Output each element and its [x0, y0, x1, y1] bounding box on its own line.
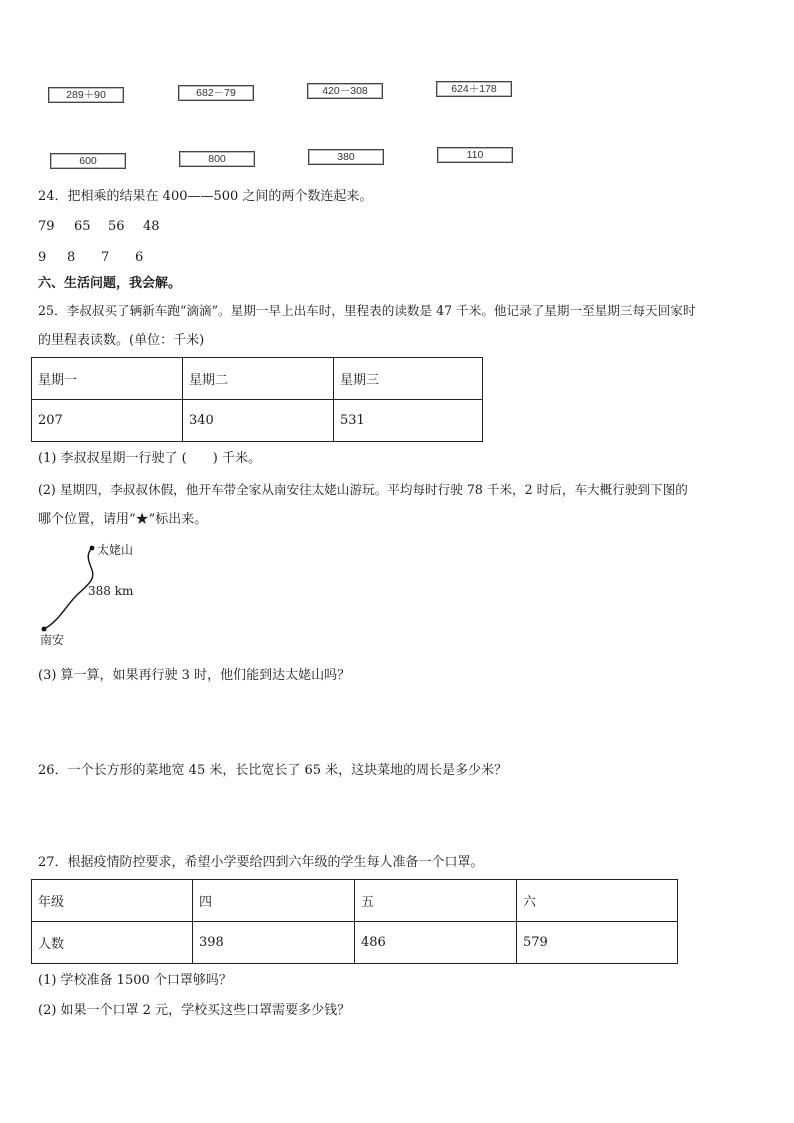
section-heading: 六、生活问题，我会解。: [38, 276, 182, 291]
table-header-cell: 年级: [32, 880, 193, 922]
expression-box-3: 420－308: [307, 83, 383, 99]
table-cell: 486: [355, 922, 517, 964]
route-path: [44, 548, 93, 629]
table-header-cell: 星期三: [334, 358, 483, 400]
question-27-sub1: (1) 学校准备 1500 个口罩够吗？: [38, 973, 232, 988]
q24-number-56: 56: [108, 219, 125, 234]
q24-number-48: 48: [143, 219, 160, 234]
grade-table: [31, 879, 678, 964]
question-25-sub1: (1) 李叔叔星期一行驶了 ( ) 千米。: [38, 451, 261, 466]
table-header-cell: 六: [517, 880, 678, 922]
question-25-line1: 25．李叔叔买了辆新车跑“滴滴”。星期一早上出车时，里程表的读数是 47 千米。他记录了星期一至星期三每天回家时: [38, 303, 696, 318]
q24-number-79: 79: [38, 219, 55, 234]
question-25-sub2-line2: 哪个位置，请用“★”标出来。: [38, 512, 208, 527]
q24-number-9: 9: [38, 250, 47, 265]
result-box-2: 800: [179, 151, 255, 167]
expression-box-2: 682－79: [178, 85, 254, 101]
result-box-1: 600: [50, 153, 126, 169]
expression-box-4: 624＋178: [436, 81, 512, 97]
map-label-distance: 388 km: [88, 584, 134, 598]
question-25-sub3: (3) 算一算，如果再行驶 3 时，他们能到达太姥山吗？: [38, 668, 351, 683]
table-header-cell: 五: [355, 880, 517, 922]
expression-box-1: 289＋90: [48, 87, 124, 103]
table-header-cell: 四: [193, 880, 355, 922]
table-header-cell: 星期一: [32, 358, 183, 400]
map-label-start: 南安: [40, 633, 65, 647]
table-cell: 531: [334, 400, 483, 442]
result-box-3: 380: [308, 149, 384, 165]
q24-number-65: 65: [74, 219, 91, 234]
q24-number-7: 7: [101, 250, 110, 265]
table-cell: 340: [183, 400, 334, 442]
result-box-4: 110: [437, 147, 513, 163]
question-25-sub2-line1: (2) 星期四，李叔叔休假，他开车带全家从南安往太姥山游玩。平均每时行驶 78 千米，2 时后，车大概行驶到下图的: [38, 482, 688, 497]
question-27: 27．根据疫情防控要求，希望小学要给四到六年级的学生每人准备一个口罩。: [38, 855, 484, 870]
table-cell: 207: [32, 400, 183, 442]
end-point: [90, 546, 95, 551]
table-cell: 398: [193, 922, 355, 964]
question-24: 24．把相乘的结果在 400——500 之间的两个数连起来。: [38, 189, 373, 204]
q24-number-6: 6: [135, 250, 144, 265]
question-27-sub2: (2) 如果一个口罩 2 元，学校买这些口罩需要多少钱？: [38, 1003, 351, 1018]
q24-number-8: 8: [67, 250, 76, 265]
question-26: 26．一个长方形的菜地宽 45 米，长比宽长了 65 米，这块菜地的周长是多少米？: [38, 763, 508, 778]
question-25-line2: 的里程表读数。(单位：千米): [38, 333, 205, 348]
table-cell: 579: [517, 922, 678, 964]
mileage-table: [31, 357, 483, 442]
table-header-cell: 星期二: [183, 358, 334, 400]
table-cell: 人数: [32, 922, 193, 964]
map-label-end: 太姥山: [97, 543, 134, 557]
